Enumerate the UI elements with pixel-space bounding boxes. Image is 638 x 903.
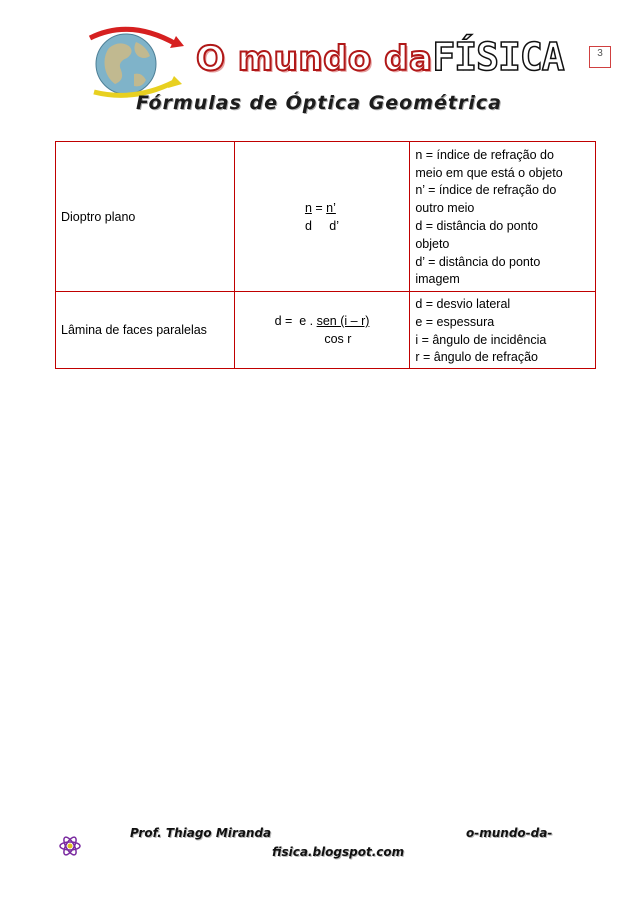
site-brand	[196, 33, 564, 81]
definition-line: n = índice de refração do	[415, 147, 554, 162]
definition-line: d’ = distância do ponto	[415, 254, 541, 269]
numerator-n: n	[304, 200, 312, 215]
brand-lead: O mundo da	[196, 39, 433, 79]
definition-line: e = espessura	[415, 314, 495, 329]
page-number: 3	[589, 46, 611, 68]
table-row	[56, 292, 596, 369]
numerator-n-prime: n’	[326, 200, 336, 215]
definition-line: imagem	[415, 272, 460, 287]
definition-line: d = desvio lateral	[415, 297, 511, 311]
fraction	[305, 199, 339, 235]
definition-line: objeto	[415, 236, 450, 251]
formula-table	[55, 141, 596, 369]
atom-icon	[58, 834, 82, 858]
denominator: d d’	[304, 218, 339, 233]
formula-cell	[234, 292, 410, 369]
numerator: sen (i – r)	[316, 314, 370, 329]
formula-name: Lâmina de faces paralelas	[56, 292, 235, 369]
formula-prefix: d = e .	[274, 314, 317, 329]
formula-name: Dioptro plano	[56, 142, 235, 292]
definition-line: r = ângulo de refração	[415, 350, 538, 365]
formula-cell	[234, 142, 410, 292]
denominator: cos r	[324, 332, 352, 347]
brand-accent: FÍSICA	[432, 35, 564, 79]
definition-line: n’ = índice de refração do	[415, 183, 557, 198]
definition-line: meio em que está o objeto	[415, 165, 563, 180]
footer-link-part1[interactable]: o-mundo-da-	[466, 826, 553, 840]
fraction	[275, 312, 370, 348]
definition-line: i = ângulo de incidência	[415, 332, 547, 347]
definition-line: outro meio	[415, 201, 475, 216]
footer-author: Prof. Thiago Miranda	[130, 826, 272, 840]
definitions-cell	[410, 292, 596, 369]
definition-line: d = distância do ponto	[415, 219, 538, 233]
footer-link-part2[interactable]: fisica.blogspot.com	[272, 845, 405, 859]
table-row	[56, 142, 596, 292]
definitions-cell	[410, 142, 596, 292]
equals-sign: =	[311, 200, 327, 215]
page-title: Fórmulas de Óptica Geométrica	[136, 92, 502, 114]
